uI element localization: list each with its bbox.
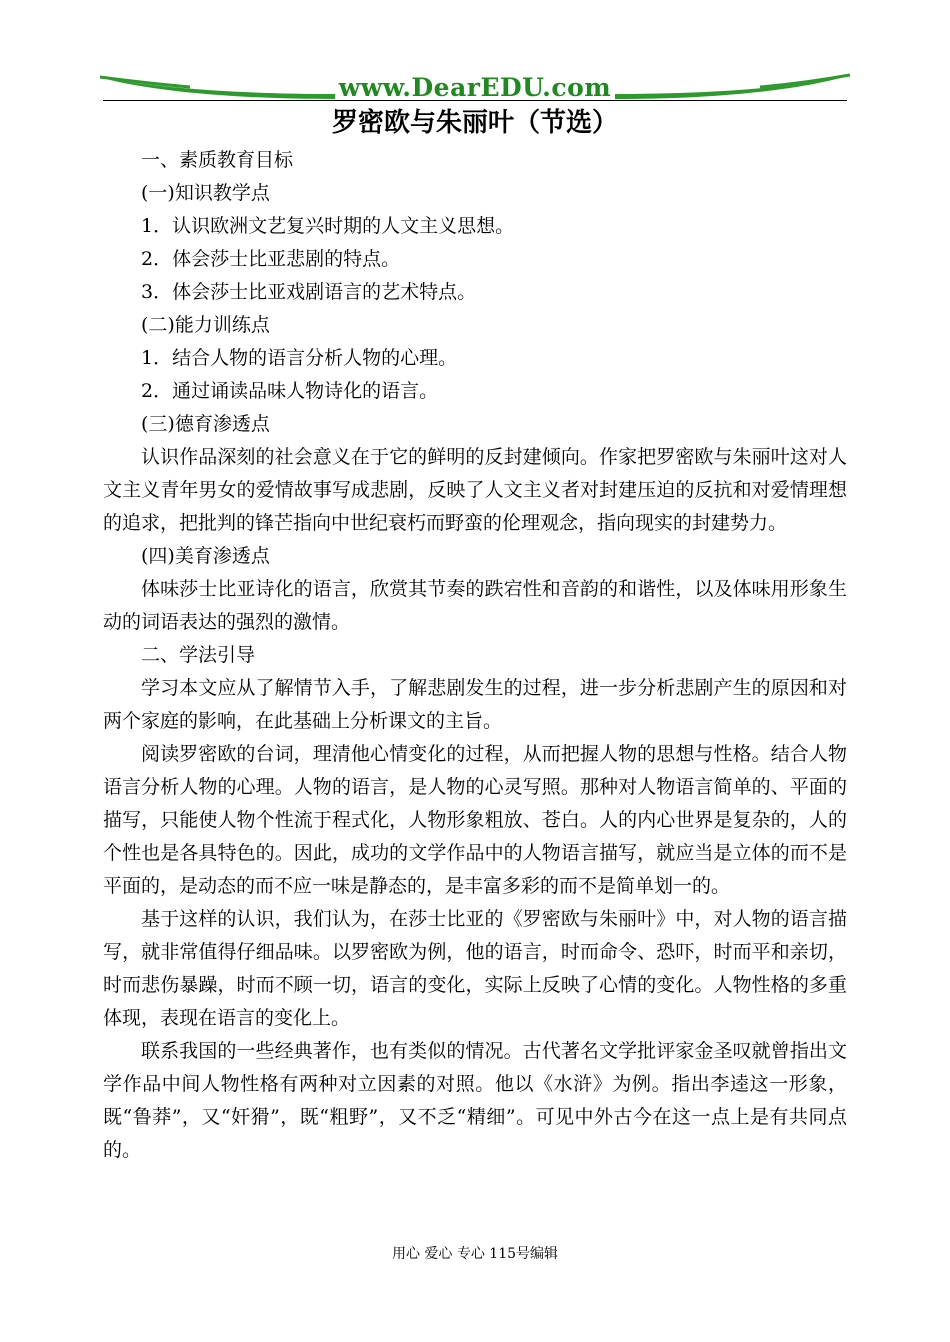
list-item: 2．体会莎士比亚悲剧的特点。 xyxy=(141,248,401,270)
list-item: 1．结合人物的语言分析人物的心理。 xyxy=(141,347,458,369)
site-logo: www.DearEDU.com xyxy=(338,73,612,102)
section-heading: 二、学法引导 xyxy=(141,644,256,666)
subsection-heading: (一)知识教学点 xyxy=(141,182,270,204)
page-footer: 用心 爱心 专心 115号编辑 xyxy=(391,1246,559,1262)
paragraph: 学习本文应从了解情节入手，了解悲剧发生的过程，进一步分析悲剧产生的原因和对两个家庭的影响，在此基础上分析课文的主旨。 xyxy=(103,677,847,732)
list-item: 3．体会莎士比亚戏剧语言的艺术特点。 xyxy=(141,281,477,303)
subsection-heading: (四)美育渗透点 xyxy=(141,545,270,567)
paragraph: 体味莎士比亚诗化的语言，欣赏其节奏的跌宕性和音韵的和谐性，以及体味用形象生动的词语表达的强烈的激情。 xyxy=(103,578,847,633)
paragraph: 阅读罗密欧的台词，理清他心情变化的过程，从而把握人物的思想与性格。结合人物语言分析人物的心理。人物的语言，是人物的心灵写照。那种对人物语言简单的、平面的描写，只能使人物个性流于程式化，人物形象粗放、苍白。人的内心世界是复杂的，人的个性也是各具特色的。因此，成功的文学作品中的人物语言描写，就应当是立体的而不是平面的，是动态的而不应一味是静态的，是丰富多彩的而不是简单划一的。 xyxy=(103,743,847,897)
paragraph: 认识作品深刻的社会意义在于它的鲜明的反封建倾向。作家把罗密欧与朱丽叶这对人文主义青年男女的爱情故事写成悲剧，反映了人文主义者对封建压迫的反抗和对爱情理想的追求，把批判的锋芒指向中世纪衰朽而野蛮的伦理观念，指向现实的封建势力。 xyxy=(103,446,847,534)
header-divider xyxy=(103,100,847,101)
list-item: 2．通过诵读品味人物诗化的语言。 xyxy=(141,380,439,402)
list-item: 1．认识欧洲文艺复兴时期的人文主义思想。 xyxy=(141,215,515,237)
subsection-heading: (三)德育渗透点 xyxy=(141,413,270,435)
section-heading: 一、素质教育目标 xyxy=(141,149,294,171)
document-body xyxy=(103,144,847,1167)
paragraph: 联系我国的一些经典著作，也有类似的情况。古代著名文学批评家金圣叹就曾指出文学作品中间人物性格有两种对立因素的对照。他以《水浒》为例。指出李逵这一形象，既“鲁莽”，又“奸猾”，既“粗野”，又不乏“精细”。可见中外古今在这一点上是有共同点的。 xyxy=(103,1040,847,1161)
page-title: 罗密欧与朱丽叶（节选） xyxy=(331,108,618,138)
subsection-heading: (二)能力训练点 xyxy=(141,314,270,336)
paragraph: 基于这样的认识，我们认为，在莎士比亚的《罗密欧与朱丽叶》中，对人物的语言描写，就非常值得仔细品味。以罗密欧为例，他的语言，时而命令、恐吓，时而平和亲切，时而悲伤暴躁，时而不顾一切，语言的变化，实际上反映了心情的变化。人物性格的多重体现，表现在语言的变化上。 xyxy=(103,908,847,1029)
